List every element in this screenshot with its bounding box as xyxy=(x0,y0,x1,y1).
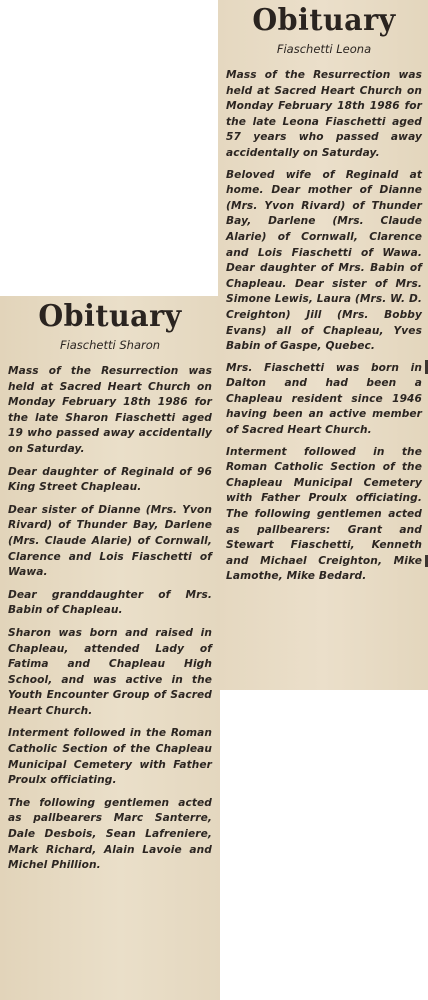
obituary-clipping-leona xyxy=(218,0,428,690)
obituary-paragraph: Beloved wife of Reginald at home. Dear mother of Dianne (Mrs. Yvon Rivard) of Thunder Bay, Darlene (Mrs. Claude Alarie) of Cornwall, Clarence and Lois Fiaschetti of Wawa. Dear daughter of Mrs. Babin of Chapleau. Dear sister of Mrs. Simone Lewis, Laura (Mrs. W. D. Creighton) Jill (Mrs. Bobby Evans) all of Chapleau, Yves Babin of Gaspe, Quebec. xyxy=(226,168,422,353)
obituary-paragraph: Mass of the Resurrection was held at Sacred Heart Church on Monday February 18th 1986 for the late Leona Fiaschetti aged 57 years who passed away accidentally on Saturday. xyxy=(226,69,422,159)
deceased-name: Fiaschetti Sharon xyxy=(59,338,161,352)
obituary-paragraph: Mass of the Resurrection was held at Sacred Heart Church on Monday February 18th 1986 for the late Sharon Fiaschetti aged 19 who passed away accidentally on Saturday. xyxy=(8,365,212,455)
obituary-paragraph: Interment followed in the Roman Catholic Section of the Chapleau Municipal Cemetery with Father Proulx officiating. xyxy=(8,727,212,787)
obituary-clipping-sharon xyxy=(0,296,220,1000)
deceased-name: Fiaschetti Leona xyxy=(276,42,372,56)
obituary-heading: Obituary xyxy=(38,299,182,334)
obituary-paragraph: Mrs. Fiaschetti was born in Dalton and had been a Chapleau resident since 1946 having been an active member of Sacred Heart Church. xyxy=(226,361,422,437)
obituary-heading: Obituary xyxy=(252,3,396,38)
obituary-paragraph: Interment followed in the Roman Catholic Section of the Chapleau Municipal Cemetery with Father Proulx officiating. The following gentlemen acted as pallbearers: Grant and Stewart Fiaschetti, Kenneth and Michael Creighton, Mike Lamothe, Mike Bedard. xyxy=(226,445,422,583)
obituary-paragraph: Sharon was born and raised in Chapleau, attended Lady of Fatima and Chapleau High School, and was active in the Youth Encounter Group of Sacred Heart Church. xyxy=(8,626,212,717)
obituary-paragraph: Dear daughter of Reginald of 96 King Street Chapleau. xyxy=(8,465,212,494)
obituary-paragraph: The following gentlemen acted as pallbearers Marc Santerre, Dale Desbois, Sean Lafreniere, Mark Richard, Alain Lavoie and Michel Phillion. xyxy=(8,796,212,872)
obituary-paragraph: Dear sister of Dianne (Mrs. Yvon Rivard) of Thunder Bay, Darlene (Mrs. Claude Alarie) of Cornwall, Clarence and Lois Fiaschetti of Wawa. xyxy=(8,503,212,579)
obituary-paragraph: Dear granddaughter of Mrs. Babin of Chapleau. xyxy=(8,588,212,617)
